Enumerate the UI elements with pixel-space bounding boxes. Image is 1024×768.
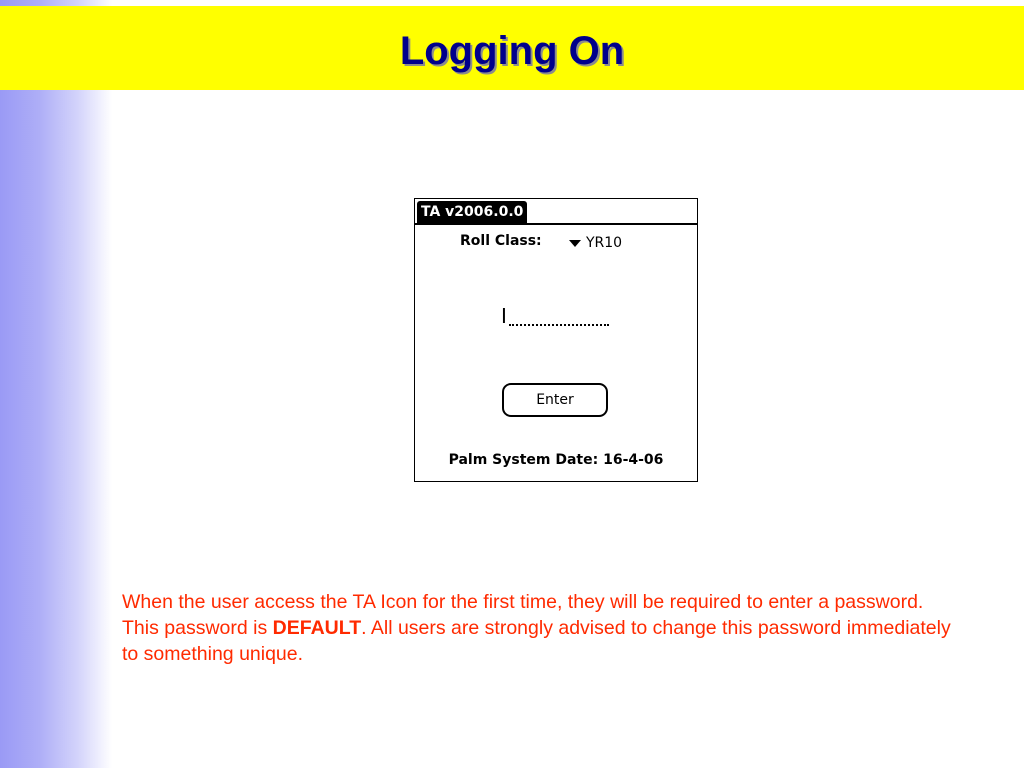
app-title: TA v2006.0.0 <box>417 201 527 223</box>
enter-button[interactable]: Enter <box>502 383 608 417</box>
side-gradient <box>0 0 112 768</box>
dropdown-triangle-icon <box>569 240 581 247</box>
description-part-1: When the user access the TA Icon for the first time, they will be required to enter a password. This password is <box>122 591 924 639</box>
roll-class-value: YR10 <box>586 235 623 251</box>
roll-class-row <box>415 233 697 253</box>
palm-title-bar <box>415 199 697 225</box>
description-text <box>122 589 962 667</box>
default-password: DEFAULT <box>272 617 362 639</box>
password-field[interactable] <box>501 303 609 327</box>
text-cursor: I <box>501 304 507 328</box>
slide-title: Logging On <box>399 29 625 73</box>
password-underline <box>509 324 609 326</box>
system-date: Palm System Date: 16-4-06 <box>448 452 664 468</box>
roll-class-select[interactable] <box>569 233 622 253</box>
description-part-2: . All users are strongly advised to change this password immediately to something unique. <box>122 617 951 665</box>
roll-class-label: Roll Class: <box>460 233 542 249</box>
palm-screen <box>414 198 698 482</box>
